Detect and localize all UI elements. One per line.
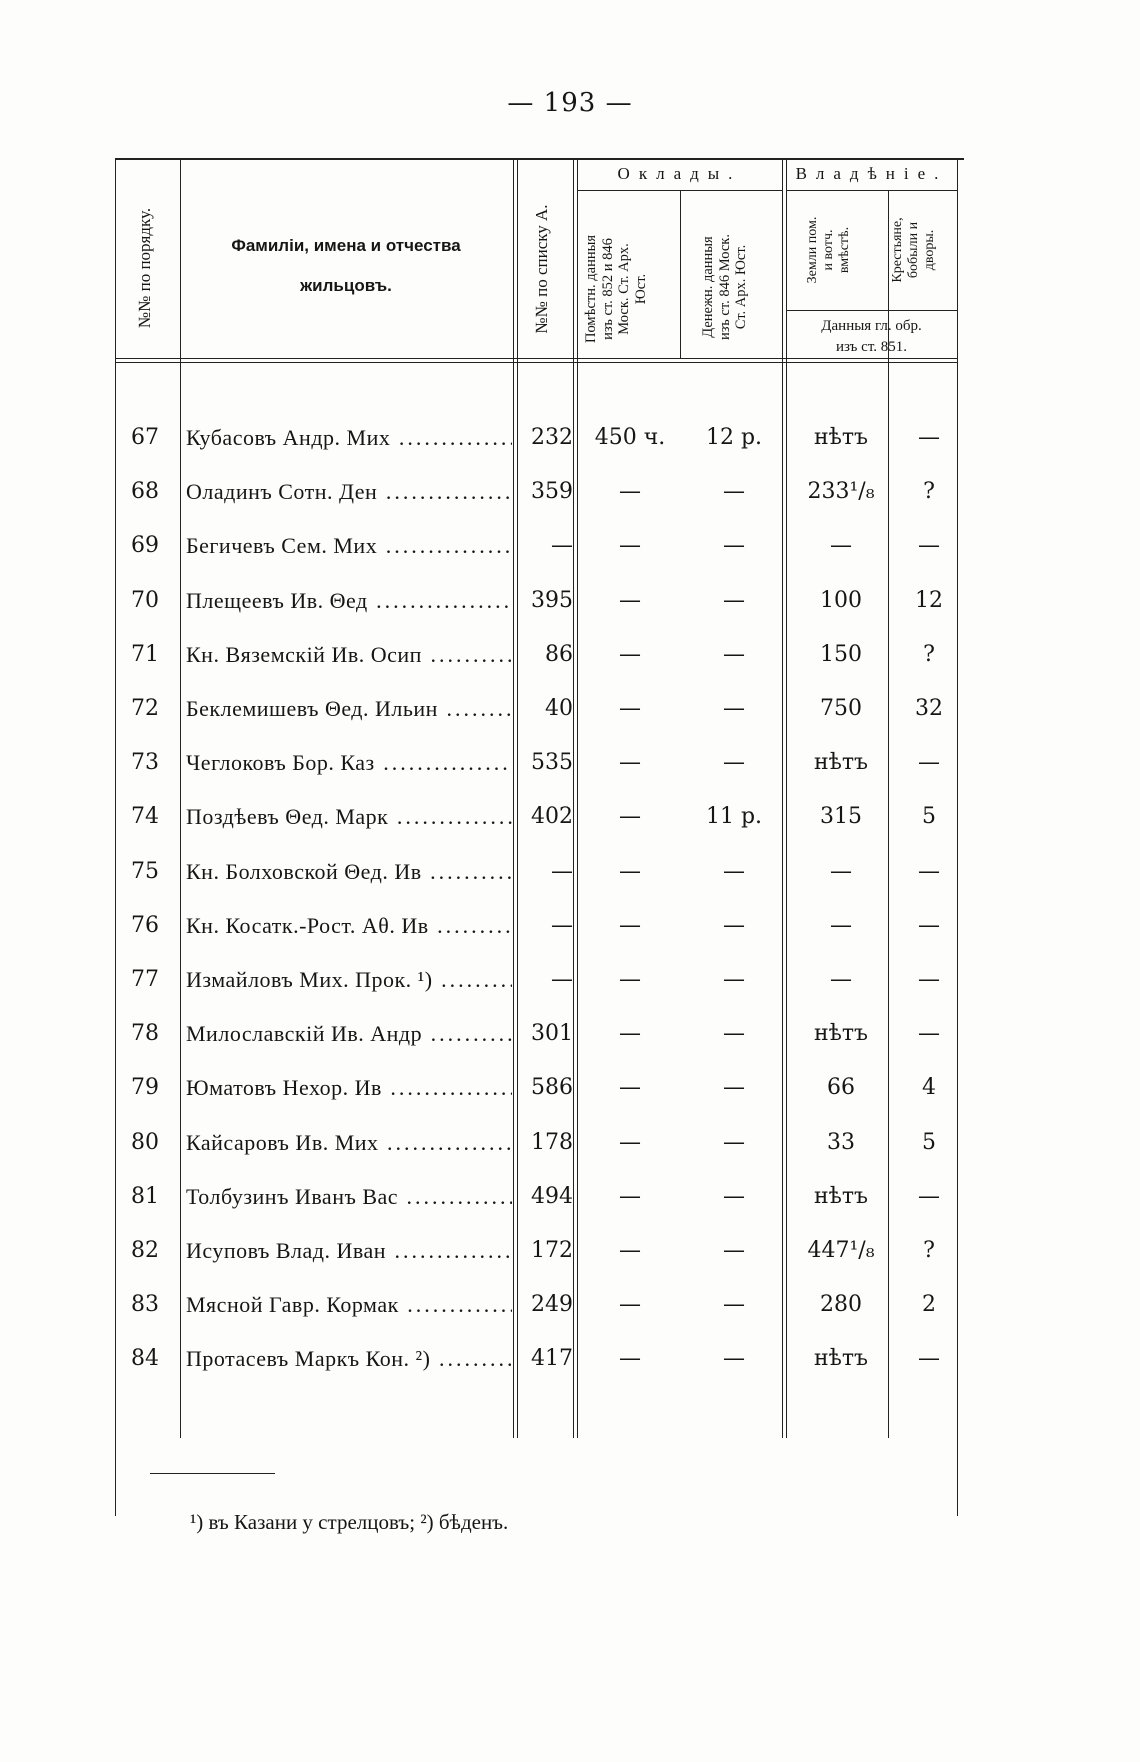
table-row: [0, 1068, 1140, 1108]
header-group-oklady: Оклады.: [617, 164, 742, 183]
row-name: Милославскiй Ив. Андр .....: [186, 1014, 512, 1054]
row-list-number: 172: [531, 1238, 573, 1263]
den-line-2: изъ ст. 846 Моск.: [716, 234, 733, 340]
header-col-list: №№ по списку А.: [532, 204, 551, 334]
row-denezhny-oklad: 12 р.: [705, 425, 763, 450]
row-zemli: нѣтъ: [813, 1184, 869, 1209]
row-denezhny-oklad: —: [723, 1075, 745, 1100]
table-row: [0, 1339, 1140, 1379]
table-row: [0, 526, 1140, 566]
row-denezhny-oklad: —: [723, 967, 745, 992]
row-list-number: 359: [531, 479, 573, 504]
row-krestyane: —: [918, 1021, 940, 1046]
row-list-number: 395: [531, 588, 573, 613]
page-number: — 193 —: [507, 88, 633, 118]
table-row: [0, 1177, 1140, 1217]
row-pomestny-oklad: —: [619, 479, 641, 504]
footnote: ¹) въ Казани у стрелцовъ; ²) бѣденъ.: [190, 1510, 509, 1534]
row-pomestny-oklad: —: [619, 642, 641, 667]
row-list-number: 586: [531, 1075, 573, 1100]
row-krestyane: 2: [922, 1292, 936, 1317]
row-number: 71: [131, 642, 159, 667]
row-pomestny-oklad: —: [619, 750, 641, 775]
row-pomestny-oklad: —: [619, 913, 641, 938]
row-pomestny-oklad: 450 ч.: [594, 425, 666, 450]
row-list-number: 249: [531, 1292, 573, 1317]
row-zemli: 150: [820, 642, 862, 667]
row-number: 69: [131, 533, 159, 558]
row-zemli: 33: [827, 1130, 855, 1155]
table-row: [0, 906, 1140, 946]
row-zemli: 447¹/₈: [807, 1238, 875, 1263]
row-denezhny-oklad: —: [723, 533, 745, 558]
row-krestyane: —: [918, 913, 940, 938]
row-number: 77: [131, 967, 159, 992]
row-zemli: —: [830, 859, 852, 884]
header-col-names-line2: жильцовъ.: [300, 276, 392, 295]
table-row: [0, 1285, 1140, 1325]
row-pomestny-oklad: —: [619, 533, 641, 558]
row-zemli: нѣтъ: [813, 425, 869, 450]
row-list-number: 535: [531, 750, 573, 775]
row-krestyane: 5: [922, 1130, 936, 1155]
table-row: [0, 418, 1140, 458]
row-pomestny-oklad: —: [619, 696, 641, 721]
row-zemli: 750: [820, 696, 862, 721]
row-name: Беклемишевъ Θед. Ильин .....: [186, 689, 512, 729]
row-number: 74: [131, 804, 159, 829]
row-list-number: 86: [545, 642, 573, 667]
pom-line-3: Моск. Ст. Арх.: [616, 243, 633, 335]
row-krestyane: —: [918, 425, 940, 450]
row-zemli: 66: [827, 1075, 855, 1100]
row-list-number: 232: [531, 425, 573, 450]
row-name: Кайсаровъ Ив. Мих .....: [186, 1123, 512, 1163]
row-name: Оладинъ Сотн. Ден .....: [186, 472, 512, 512]
row-denezhny-oklad: —: [723, 1184, 745, 1209]
row-number: 79: [131, 1075, 159, 1100]
row-krestyane: —: [918, 859, 940, 884]
row-krestyane: —: [918, 533, 940, 558]
table-top-rule: [116, 158, 964, 160]
row-zemli: нѣтъ: [813, 1346, 869, 1371]
row-name: Измайловъ Мих. Прок. ¹) .....: [186, 960, 512, 1000]
table-row: [0, 960, 1140, 1000]
table-row: [0, 1014, 1140, 1054]
row-list-number: 402: [531, 804, 573, 829]
row-denezhny-oklad: —: [723, 1346, 745, 1371]
table-row: [0, 743, 1140, 783]
row-krestyane: ?: [923, 642, 935, 667]
row-krestyane: —: [918, 1346, 940, 1371]
row-number: 68: [131, 479, 159, 504]
table-row: [0, 635, 1140, 675]
row-zemli: 100: [820, 588, 862, 613]
row-list-number: 301: [531, 1021, 573, 1046]
row-number: 80: [131, 1130, 159, 1155]
row-zemli: 280: [820, 1292, 862, 1317]
row-number: 70: [131, 588, 159, 613]
row-denezhny-oklad: —: [723, 859, 745, 884]
footnote-rule: [150, 1473, 275, 1474]
row-krestyane: 32: [915, 696, 943, 721]
row-list-number: 178: [531, 1130, 573, 1155]
header-col-denezhnye: [700, 209, 770, 365]
row-number: 75: [131, 859, 159, 884]
row-name: Мясной Гавр. Кормак .....: [186, 1285, 512, 1325]
header-col-names: [186, 226, 506, 306]
row-pomestny-oklad: —: [619, 804, 641, 829]
row-pomestny-oklad: —: [619, 1075, 641, 1100]
row-name: Поздѣевъ Θед. Марк .....: [186, 797, 512, 837]
row-name: Кн. Болховской Θед. Ив .....: [186, 852, 512, 892]
table-row: [0, 1231, 1140, 1271]
row-number: 76: [131, 913, 159, 938]
header-col-pomestnye: [583, 211, 673, 367]
row-name: Плещеевъ Ив. Θед .....: [186, 581, 512, 621]
row-list-number: —: [551, 913, 573, 938]
row-pomestny-oklad: —: [619, 1021, 641, 1046]
row-number: 83: [131, 1292, 159, 1317]
row-number: 82: [131, 1238, 159, 1263]
row-list-number: 494: [531, 1184, 573, 1209]
row-name: Кн. Косатк.-Рост. Аθ. Ив .....: [186, 906, 512, 946]
header-col-num: №№ по порядку.: [135, 207, 154, 329]
row-zemli: 233¹/₈: [807, 479, 875, 504]
header-col-names-line1: Фамилiи, имена и отчества: [231, 236, 461, 255]
row-pomestny-oklad: —: [619, 1130, 641, 1155]
table-row: [0, 1123, 1140, 1163]
row-krestyane: 4: [922, 1075, 936, 1100]
row-denezhny-oklad: —: [723, 642, 745, 667]
row-zemli: нѣтъ: [813, 750, 869, 775]
col-divider-oklady: [680, 190, 681, 358]
row-denezhny-oklad: —: [723, 1021, 745, 1046]
row-number: 81: [131, 1184, 159, 1209]
row-number: 84: [131, 1346, 159, 1371]
row-zemli: —: [830, 967, 852, 992]
header-bottom-rule-a: [115, 358, 957, 359]
row-name: Чеглоковъ Бор. Каз .....: [186, 743, 512, 783]
row-name: Юматовъ Нехор. Ив .....: [186, 1068, 512, 1108]
row-number: 72: [131, 696, 159, 721]
row-list-number: —: [551, 967, 573, 992]
row-denezhny-oklad: 11 р.: [705, 804, 763, 829]
zem-line-2: и вотч.: [821, 229, 837, 271]
table-row: [0, 689, 1140, 729]
vladenie-source-rule: [786, 310, 957, 311]
row-pomestny-oklad: —: [619, 967, 641, 992]
row-pomestny-oklad: —: [619, 1184, 641, 1209]
header-group-vladenie: Владѣнiе.: [795, 164, 948, 183]
table-row: [0, 581, 1140, 621]
row-denezhny-oklad: —: [723, 1238, 745, 1263]
row-krestyane: —: [918, 750, 940, 775]
den-line-3: Ст. Арх. Юст.: [733, 244, 750, 330]
row-name: Исуповъ Влад. Иван .....: [186, 1231, 512, 1271]
row-pomestny-oklad: —: [619, 1238, 641, 1263]
den-line-1: Денежн. данныя: [700, 236, 716, 338]
kr-line-2: бобыли и: [906, 221, 922, 279]
vladenie-source-line2: изъ ст. 851.: [835, 339, 908, 355]
table-row: [0, 472, 1140, 512]
row-name: Кн. Вяземскiй Ив. Осип .....: [186, 635, 512, 675]
kr-line-3: дворы.: [922, 229, 938, 271]
row-pomestny-oklad: —: [619, 588, 641, 613]
row-krestyane: 12: [915, 588, 943, 613]
row-number: 73: [131, 750, 159, 775]
row-krestyane: ?: [923, 1238, 935, 1263]
row-name: Протасевъ Маркъ Кон. ²) .....: [186, 1339, 512, 1379]
table-row: [0, 797, 1140, 837]
row-krestyane: —: [918, 1184, 940, 1209]
pom-line-4: Юст.: [633, 273, 650, 305]
row-denezhny-oklad: —: [723, 479, 745, 504]
vladenie-source-line1: Данныя гл. обр.: [821, 318, 922, 334]
row-number: 67: [131, 425, 159, 450]
header-col-zemli: [805, 210, 869, 290]
header-col-krestyane: [890, 210, 954, 290]
oklady-group-rule: [577, 190, 782, 191]
row-denezhny-oklad: —: [723, 1292, 745, 1317]
row-zemli: —: [830, 913, 852, 938]
row-krestyane: 5: [922, 804, 936, 829]
row-name: Кубасовъ Андр. Мих .....: [186, 418, 512, 458]
header-vladenie-source: [786, 316, 957, 358]
row-name: Бегичевъ Сем. Мих .....: [186, 526, 512, 566]
table-row: [0, 852, 1140, 892]
row-list-number: —: [551, 533, 573, 558]
zem-line-1: Земли пом.: [805, 216, 820, 284]
row-pomestny-oklad: —: [619, 1346, 641, 1371]
row-number: 78: [131, 1021, 159, 1046]
pom-line-1: Помѣстн. данныя: [583, 234, 599, 344]
pom-line-2: изъ ст. 852 и 846: [599, 238, 616, 340]
row-denezhny-oklad: —: [723, 1130, 745, 1155]
row-list-number: 40: [545, 696, 573, 721]
zem-line-3: вмѣстѣ.: [837, 226, 853, 274]
kr-line-1: Крестьяне,: [890, 217, 905, 283]
vladenie-group-rule: [786, 190, 957, 191]
row-list-number: —: [551, 859, 573, 884]
row-name: Толбузинъ Иванъ Вас .....: [186, 1177, 512, 1217]
row-pomestny-oklad: —: [619, 859, 641, 884]
row-denezhny-oklad: —: [723, 588, 745, 613]
row-denezhny-oklad: —: [723, 696, 745, 721]
row-krestyane: —: [918, 967, 940, 992]
row-zemli: —: [830, 533, 852, 558]
row-denezhny-oklad: —: [723, 913, 745, 938]
row-zemli: нѣтъ: [813, 1021, 869, 1046]
row-krestyane: ?: [923, 479, 935, 504]
row-list-number: 417: [531, 1346, 573, 1371]
row-zemli: 315: [820, 804, 862, 829]
row-pomestny-oklad: —: [619, 1292, 641, 1317]
header-bottom-rule-b: [115, 362, 957, 363]
row-denezhny-oklad: —: [723, 750, 745, 775]
